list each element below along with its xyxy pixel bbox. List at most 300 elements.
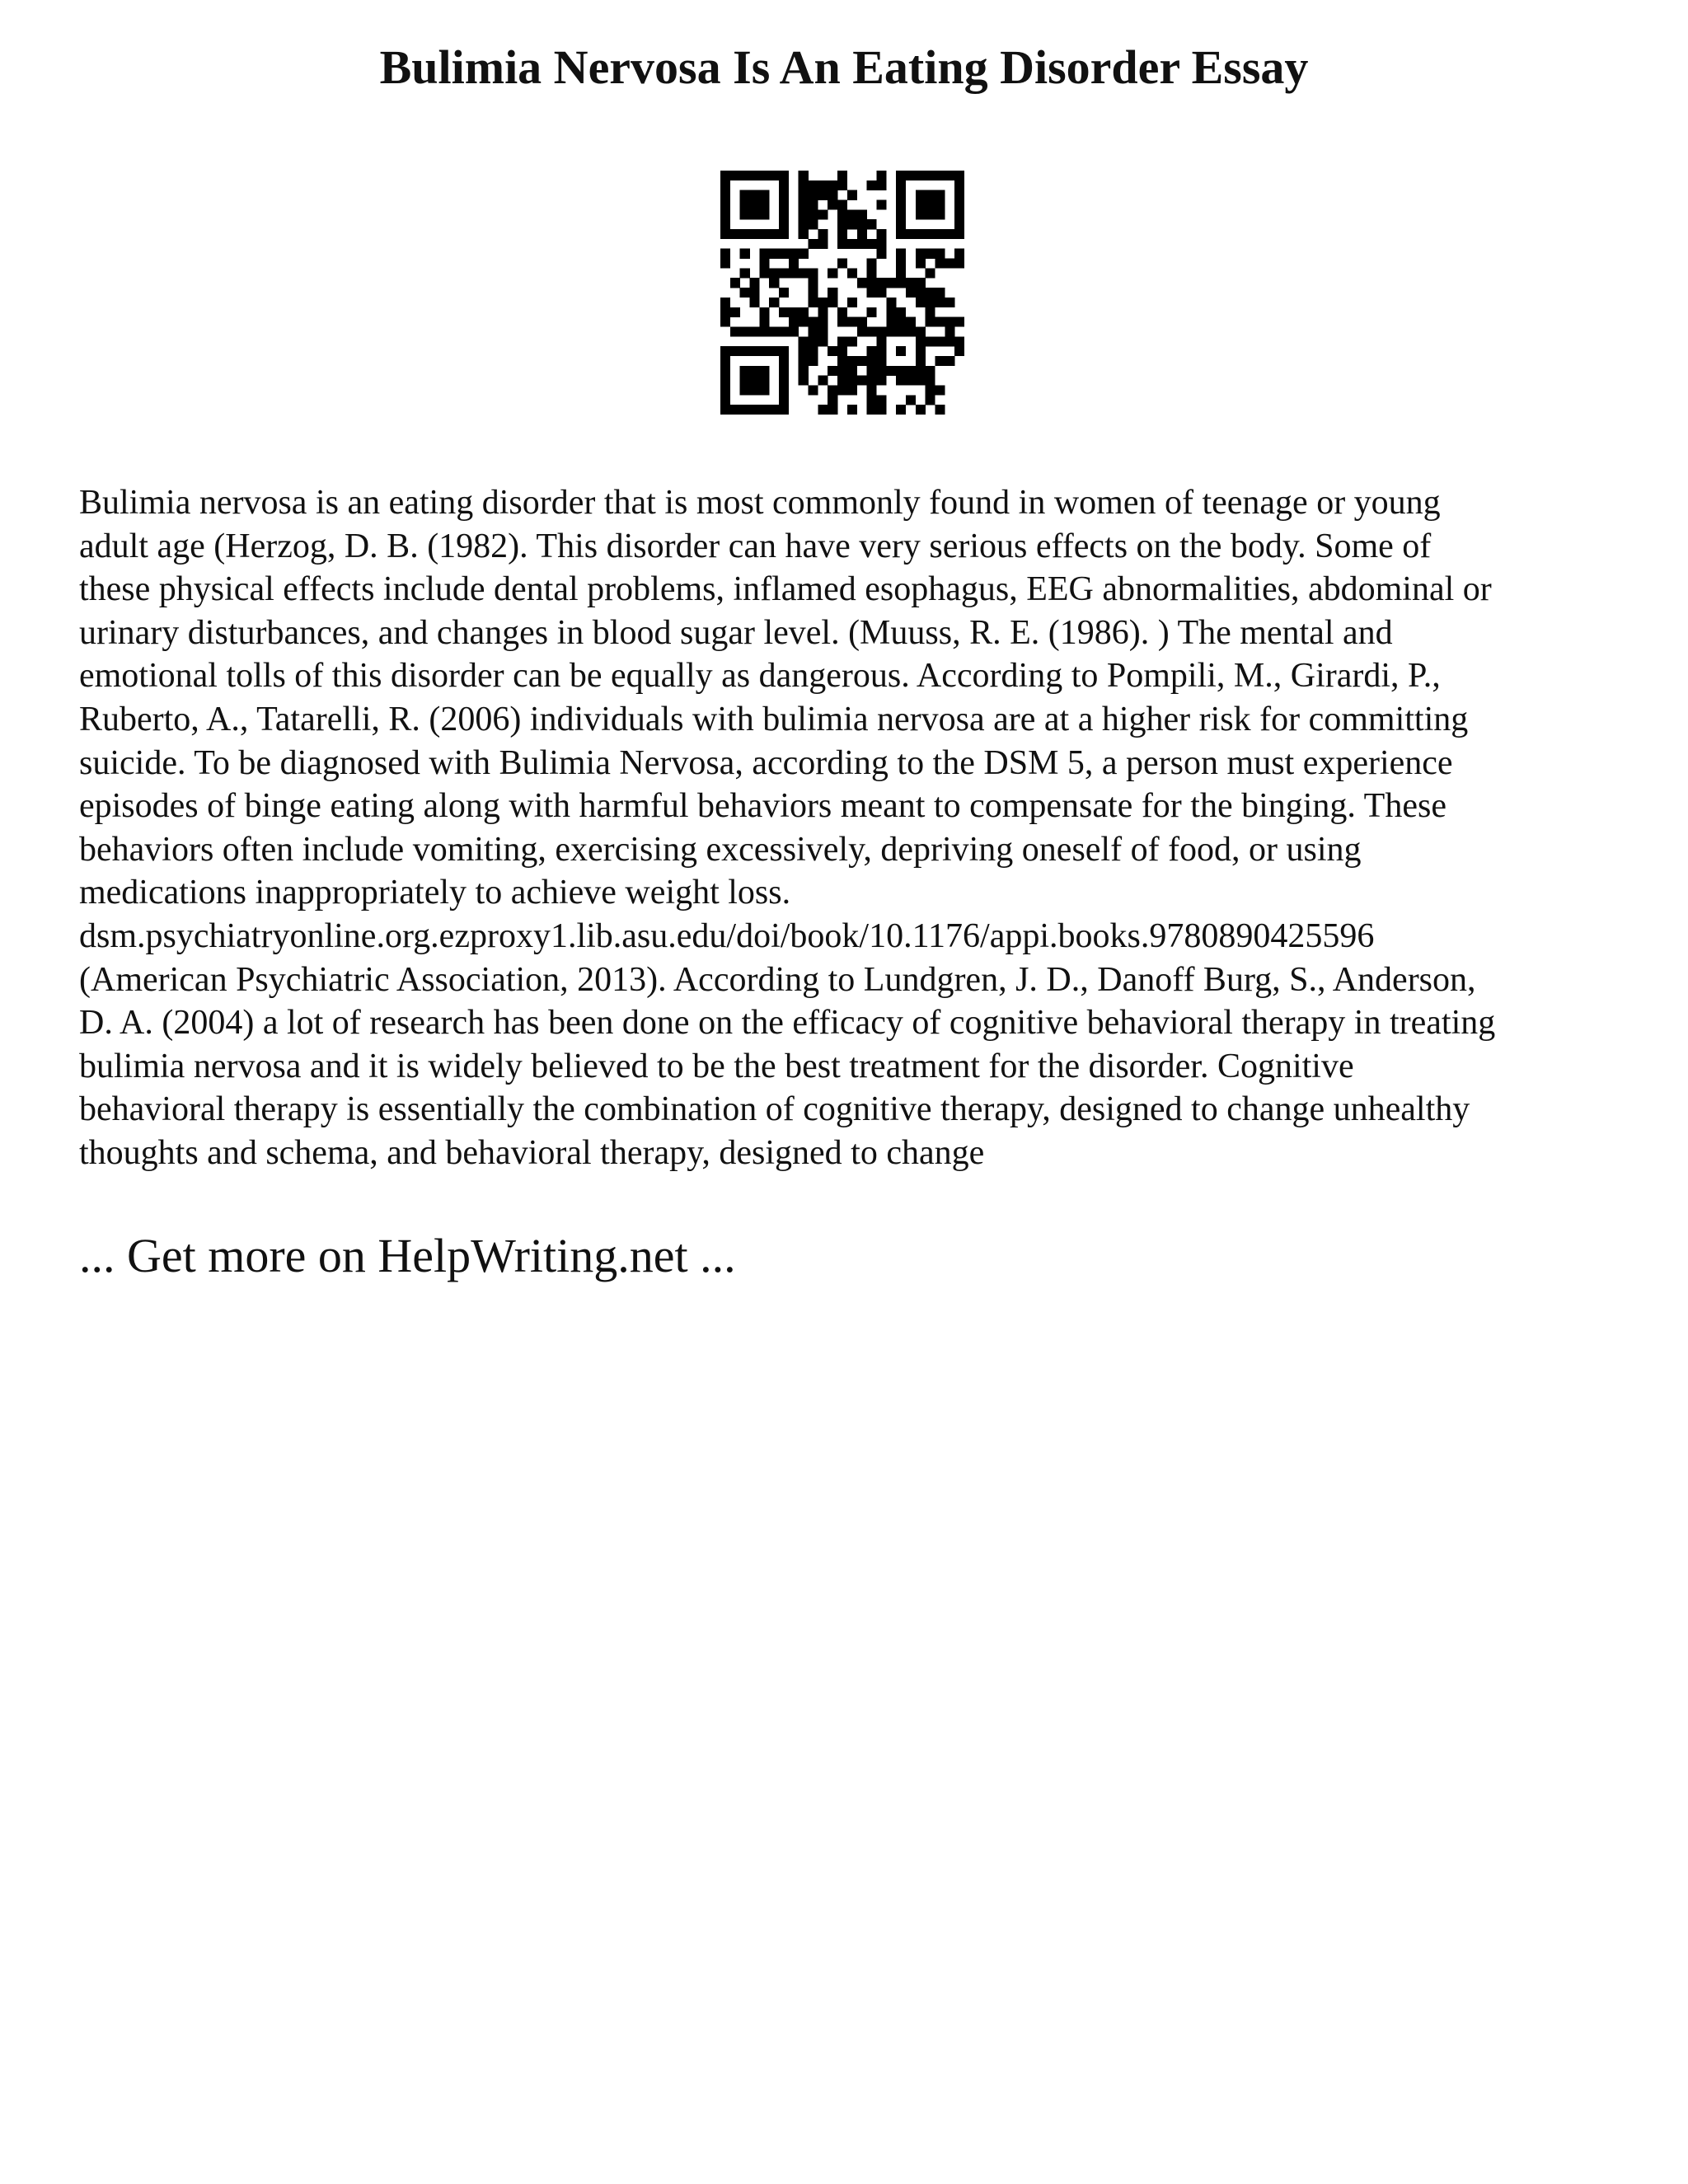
qr-module <box>720 171 730 180</box>
qr-module <box>740 190 750 200</box>
qr-module <box>740 346 750 356</box>
qr-module <box>857 356 867 366</box>
qr-module <box>857 229 867 239</box>
qr-module <box>896 180 906 190</box>
qr-module <box>926 171 935 180</box>
qr-module <box>779 405 789 415</box>
qr-module <box>730 171 740 180</box>
qr-module <box>954 219 964 229</box>
qr-module <box>828 366 837 376</box>
qr-module <box>720 259 730 269</box>
qr-module <box>857 326 867 336</box>
qr-module <box>926 336 935 346</box>
qr-module <box>926 395 935 405</box>
qr-module <box>809 326 818 336</box>
qr-module <box>720 229 730 239</box>
qr-module <box>730 229 740 239</box>
qr-module <box>789 268 799 278</box>
qr-module <box>896 278 906 288</box>
qr-module <box>818 209 828 219</box>
qr-module <box>720 249 730 259</box>
qr-module <box>906 171 916 180</box>
body-line: medications inappropriately to achieve weight loss. <box>79 874 791 912</box>
qr-module <box>809 200 818 210</box>
qr-module <box>769 278 779 288</box>
qr-module <box>954 190 964 200</box>
qr-module <box>789 317 799 327</box>
qr-module <box>750 278 760 288</box>
qr-module <box>954 180 964 190</box>
qr-module <box>916 171 926 180</box>
qr-module <box>818 326 828 336</box>
qr-module <box>769 229 779 239</box>
qr-module <box>818 376 828 386</box>
qr-module <box>730 346 740 356</box>
qr-module <box>818 229 828 239</box>
qr-module <box>945 326 954 336</box>
qr-code-graphic <box>720 171 964 415</box>
qr-module <box>720 376 730 386</box>
qr-module <box>740 385 750 395</box>
qr-module <box>809 298 818 307</box>
qr-module <box>954 171 964 180</box>
qr-module <box>847 366 857 376</box>
qr-module <box>867 326 877 336</box>
qr-module <box>935 259 945 269</box>
get-more-link[interactable]: ... Get more on HelpWriting.net ... <box>79 1229 736 1282</box>
qr-module <box>847 336 857 346</box>
qr-module <box>809 180 818 190</box>
qr-module <box>750 405 760 415</box>
qr-module <box>779 229 789 239</box>
qr-module <box>847 190 857 200</box>
qr-module <box>750 171 760 180</box>
qr-module <box>740 171 750 180</box>
qr-module <box>935 317 945 327</box>
qr-module <box>916 190 926 200</box>
qr-module <box>799 249 809 259</box>
qr-module <box>750 288 760 298</box>
qr-module <box>809 278 818 288</box>
qr-module <box>837 209 847 219</box>
qr-module <box>935 405 945 415</box>
qr-module <box>769 249 779 259</box>
qr-module <box>906 376 916 386</box>
qr-module <box>847 317 857 327</box>
qr-module <box>740 200 750 210</box>
qr-module <box>837 317 847 327</box>
qr-module <box>828 298 837 307</box>
qr-module <box>759 171 769 180</box>
qr-module <box>809 239 818 249</box>
qr-module <box>837 307 847 317</box>
qr-module <box>857 278 867 288</box>
qr-module <box>867 395 877 405</box>
qr-module <box>876 180 886 190</box>
qr-module <box>837 180 847 190</box>
qr-module <box>847 268 857 278</box>
qr-module <box>828 405 837 415</box>
qr-module <box>809 219 818 229</box>
qr-module <box>759 307 769 317</box>
qr-module <box>818 317 828 327</box>
qr-module <box>916 366 926 376</box>
qr-module <box>896 229 906 239</box>
qr-module <box>789 249 799 259</box>
qr-module <box>730 326 740 336</box>
qr-module <box>809 209 818 219</box>
qr-module <box>876 395 886 405</box>
qr-module <box>867 366 877 376</box>
qr-module <box>740 268 750 278</box>
qr-module <box>837 239 847 249</box>
qr-module <box>720 200 730 210</box>
body-line: adult age (Herzog, D. B. (1982). This disorder can have very serious effects on the body. Some of <box>79 527 1432 565</box>
qr-module <box>720 356 730 366</box>
qr-module <box>799 190 809 200</box>
qr-module <box>926 366 935 376</box>
qr-module <box>720 307 730 317</box>
qr-module <box>750 326 760 336</box>
qr-module <box>935 229 945 239</box>
qr-module <box>886 366 896 376</box>
qr-module <box>857 219 867 229</box>
qr-module <box>896 376 906 386</box>
qr-module <box>876 200 886 210</box>
qr-module <box>809 288 818 298</box>
qr-module <box>896 200 906 210</box>
qr-module <box>809 385 818 395</box>
qr-module <box>740 376 750 386</box>
qr-module <box>730 278 740 288</box>
qr-module <box>916 298 926 307</box>
qr-module <box>769 326 779 336</box>
qr-module <box>750 190 760 200</box>
qr-module <box>828 395 837 405</box>
qr-module <box>867 268 877 278</box>
qr-module <box>867 376 877 386</box>
qr-module <box>926 376 935 386</box>
qr-module <box>857 209 867 219</box>
qr-module <box>926 317 935 327</box>
qr-module <box>799 356 809 366</box>
qr-module <box>769 405 779 415</box>
qr-module <box>935 298 945 307</box>
qr-module <box>867 219 877 229</box>
qr-module <box>789 259 799 269</box>
qr-module <box>954 346 964 356</box>
qr-module <box>740 229 750 239</box>
qr-module <box>896 171 906 180</box>
qr-module <box>896 317 906 327</box>
qr-module <box>886 317 896 327</box>
qr-module <box>847 209 857 219</box>
qr-module <box>799 336 809 346</box>
qr-module <box>916 249 926 259</box>
qr-module <box>896 209 906 219</box>
qr-module <box>906 278 916 288</box>
qr-module <box>916 346 926 356</box>
qr-module <box>779 346 789 356</box>
qr-code-icon <box>720 171 964 415</box>
qr-module <box>759 405 769 415</box>
qr-module <box>759 259 769 269</box>
qr-module <box>926 209 935 219</box>
qr-module <box>769 268 779 278</box>
qr-module <box>916 200 926 210</box>
qr-module <box>876 249 886 259</box>
qr-module <box>828 190 837 200</box>
qr-module <box>945 171 954 180</box>
qr-module <box>818 298 828 307</box>
essay-body <box>79 481 1629 1175</box>
qr-module <box>945 259 954 269</box>
qr-module <box>837 171 847 180</box>
qr-module <box>916 405 926 415</box>
qr-module <box>847 298 857 307</box>
qr-module <box>759 200 769 210</box>
body-line: episodes of binge eating along with harmful behaviors meant to compensate for the binging. These <box>79 787 1447 826</box>
qr-module <box>750 376 760 386</box>
qr-module <box>720 180 730 190</box>
qr-module <box>896 405 906 415</box>
qr-module <box>896 268 906 278</box>
qr-module <box>945 336 954 346</box>
qr-module <box>954 336 964 346</box>
qr-module <box>837 200 847 210</box>
qr-module <box>926 298 935 307</box>
qr-module <box>809 346 818 356</box>
qr-module <box>799 307 809 317</box>
qr-module <box>720 190 730 200</box>
body-line: Ruberto, A., Tatarelli, R. (2006) individuals with bulimia nervosa are at a higher risk for committing <box>79 700 1469 738</box>
qr-module <box>720 209 730 219</box>
qr-module <box>896 249 906 259</box>
qr-module <box>876 376 886 386</box>
qr-module <box>867 278 877 288</box>
qr-module <box>750 298 760 307</box>
qr-module <box>867 288 877 298</box>
qr-module <box>779 219 789 229</box>
qr-module <box>799 366 809 376</box>
qr-module <box>809 268 818 278</box>
qr-module <box>916 288 926 298</box>
body-line: (American Psychiatric Association, 2013). According to Lundgren, J. D., Danoff Burg, S., Anderson, <box>79 960 1476 999</box>
qr-module <box>740 326 750 336</box>
qr-module <box>935 171 945 180</box>
qr-module <box>779 209 789 219</box>
qr-module <box>769 171 779 180</box>
qr-module <box>828 385 837 395</box>
qr-module <box>837 259 847 269</box>
qr-module <box>828 288 837 298</box>
qr-module <box>954 259 964 269</box>
qr-module <box>857 317 867 327</box>
qr-module <box>779 376 789 386</box>
qr-module <box>916 336 926 346</box>
qr-module <box>945 356 954 366</box>
qr-module <box>809 190 818 200</box>
qr-module <box>837 385 847 395</box>
qr-module <box>837 356 847 366</box>
qr-module <box>828 200 837 210</box>
qr-module <box>720 346 730 356</box>
qr-module <box>954 200 964 210</box>
qr-module <box>779 395 789 405</box>
qr-module <box>847 356 857 366</box>
qr-module <box>750 209 760 219</box>
qr-module <box>809 317 818 327</box>
qr-module <box>759 376 769 386</box>
qr-module <box>847 385 857 395</box>
qr-module <box>906 366 916 376</box>
qr-module <box>935 288 945 298</box>
qr-module <box>876 239 886 249</box>
qr-module <box>818 307 828 317</box>
qr-module <box>779 366 789 376</box>
qr-module <box>896 366 906 376</box>
qr-module <box>857 239 867 249</box>
qr-module <box>906 395 916 405</box>
qr-module <box>867 346 877 356</box>
qr-module <box>916 278 926 288</box>
qr-module <box>809 336 818 346</box>
qr-module <box>896 307 906 317</box>
body-line: these physical effects include dental problems, inflamed esophagus, EEG abnormalities, abdominal or <box>79 570 1492 609</box>
body-line: thoughts and schema, and behavioral therapy, designed to change <box>79 1133 985 1172</box>
qr-module <box>720 317 730 327</box>
qr-module <box>945 298 954 307</box>
qr-module <box>799 200 809 210</box>
qr-module <box>740 366 750 376</box>
qr-module <box>935 336 945 346</box>
qr-module <box>876 288 886 298</box>
qr-module <box>799 171 809 180</box>
qr-module <box>750 346 760 356</box>
qr-module <box>799 376 809 386</box>
qr-module <box>916 356 926 366</box>
body-line: Bulimia nervosa is an eating disorder that is most commonly found in women of teenage or young <box>79 484 1441 522</box>
qr-module <box>876 356 886 366</box>
qr-module <box>730 405 740 415</box>
qr-module <box>847 376 857 386</box>
qr-module <box>954 249 964 259</box>
qr-module <box>954 209 964 219</box>
qr-module <box>759 385 769 395</box>
qr-module <box>867 259 877 269</box>
qr-module <box>926 307 935 317</box>
qr-module <box>759 366 769 376</box>
qr-module <box>896 219 906 229</box>
qr-module <box>720 366 730 376</box>
qr-module <box>886 278 896 288</box>
qr-module <box>740 209 750 219</box>
qr-module <box>876 229 886 239</box>
qr-module <box>779 171 789 180</box>
qr-module <box>750 229 760 239</box>
qr-module <box>837 229 847 239</box>
qr-module <box>837 219 847 229</box>
qr-module <box>759 317 769 327</box>
qr-module <box>926 229 935 239</box>
qr-module <box>847 405 857 415</box>
qr-module <box>759 209 769 219</box>
qr-module <box>906 229 916 239</box>
qr-module <box>926 190 935 200</box>
qr-module <box>769 298 779 307</box>
qr-module <box>876 336 886 346</box>
qr-module <box>935 385 945 395</box>
qr-module <box>926 200 935 210</box>
qr-module <box>750 366 760 376</box>
page-title: Bulimia Nervosa Is An Eating Disorder Essay <box>379 40 1309 94</box>
qr-module <box>906 326 916 336</box>
qr-module <box>867 405 877 415</box>
qr-module <box>867 180 877 190</box>
qr-module <box>857 376 867 386</box>
qr-module <box>828 268 837 278</box>
qr-module <box>886 298 896 307</box>
qr-module <box>954 317 964 327</box>
qr-module <box>759 249 769 259</box>
qr-module <box>740 249 750 259</box>
qr-module <box>847 239 857 249</box>
body-line: behavioral therapy is essentially the combination of cognitive therapy, designed to change unhealthy <box>79 1090 1470 1129</box>
qr-module <box>896 346 906 356</box>
qr-module <box>886 307 896 317</box>
qr-module <box>935 200 945 210</box>
qr-module <box>886 326 896 336</box>
qr-module <box>799 268 809 278</box>
qr-module <box>876 326 886 336</box>
qr-module <box>896 259 906 269</box>
qr-module <box>926 288 935 298</box>
qr-module <box>926 385 935 395</box>
qr-module <box>954 229 964 239</box>
qr-module <box>867 385 877 395</box>
qr-module <box>740 405 750 415</box>
qr-module <box>896 326 906 336</box>
qr-module <box>720 385 730 395</box>
qr-module <box>916 209 926 219</box>
body-line: suicide. To be diagnosed with Bulimia Nervosa, according to the DSM 5, a person must experience <box>79 743 1453 782</box>
qr-module <box>818 336 828 346</box>
qr-module <box>876 171 886 180</box>
qr-module <box>926 249 935 259</box>
qr-module <box>779 249 789 259</box>
qr-module <box>779 307 789 317</box>
qr-module <box>720 298 730 307</box>
qr-module <box>789 307 799 317</box>
qr-module <box>799 346 809 356</box>
qr-module <box>720 219 730 229</box>
qr-module <box>876 366 886 376</box>
qr-module <box>818 405 828 415</box>
qr-module <box>837 346 847 356</box>
qr-module <box>876 346 886 356</box>
body-line: D. A. (2004) a lot of research has been done on the efficacy of cognitive behavioral therapy in treating <box>79 1004 1496 1043</box>
qr-module <box>789 326 799 336</box>
body-line-url: dsm.psychiatryonline.org.ezproxy1.lib.asu.edu/doi/book/10.1176/appi.books.9780890425596 <box>79 916 1375 955</box>
qr-module <box>799 219 809 229</box>
qr-module <box>935 356 945 366</box>
qr-module <box>828 180 837 190</box>
qr-module <box>837 376 847 386</box>
qr-module <box>837 336 847 346</box>
qr-module <box>799 209 809 219</box>
qr-module <box>945 229 954 239</box>
qr-module <box>720 395 730 405</box>
